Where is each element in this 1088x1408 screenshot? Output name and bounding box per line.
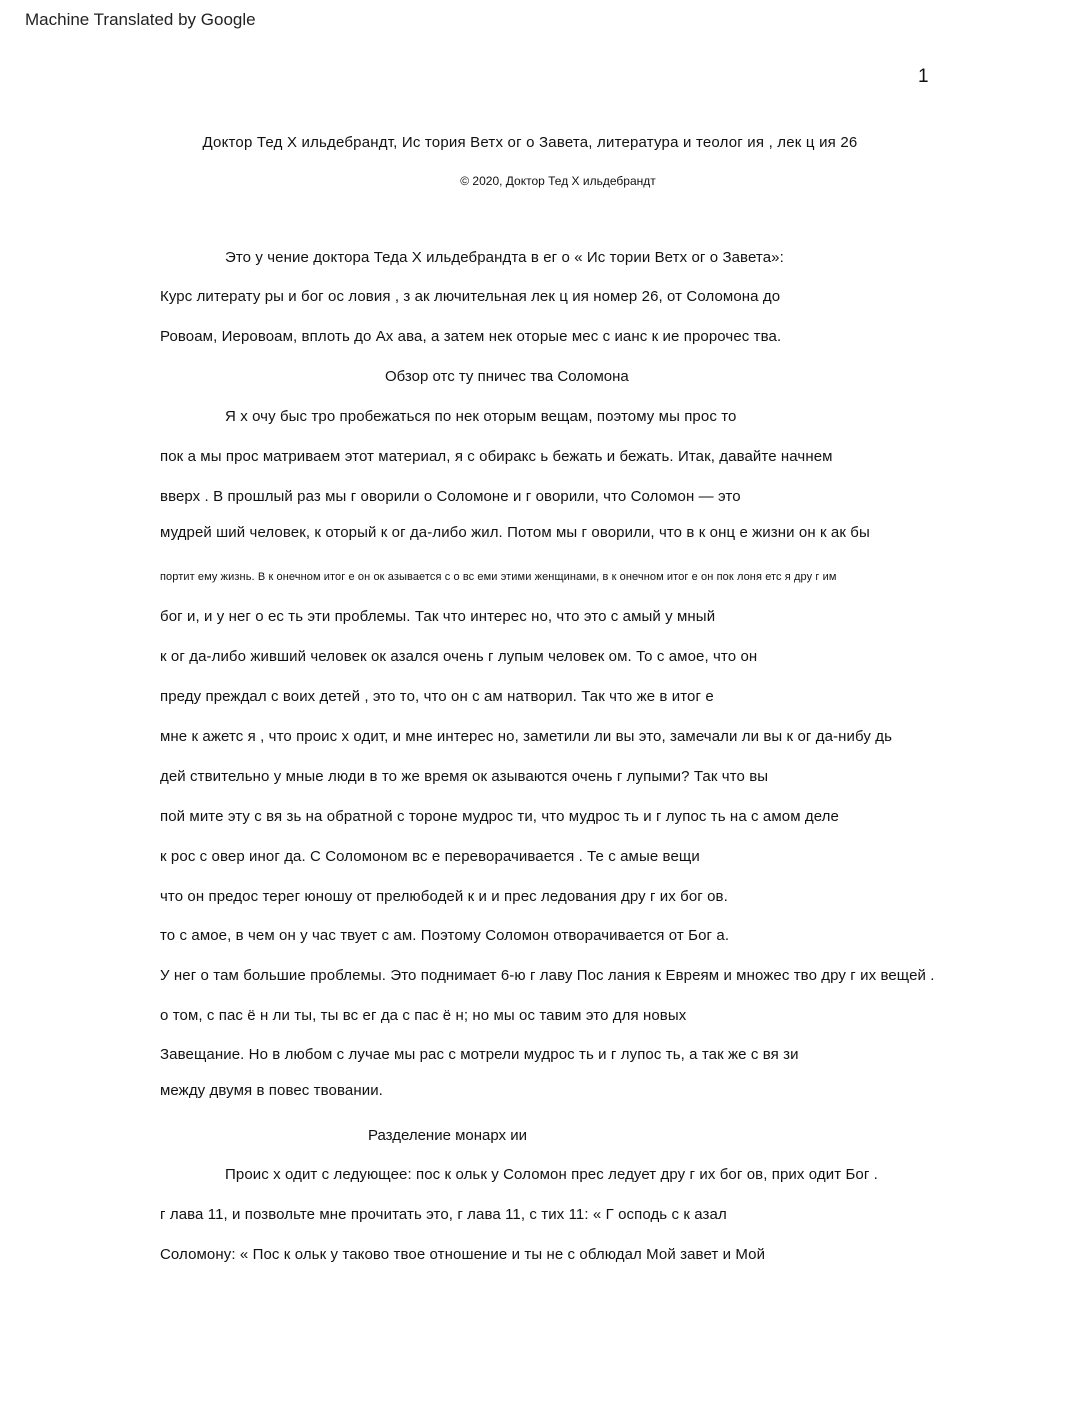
machine-translation-banner: Machine Translated by Google — [25, 10, 256, 29]
section-heading: Разделение монарх ии — [368, 1127, 527, 1144]
text-line: Ровоам, Иеровоам, вплоть до Ах ава, а затем нек оторые мес с ианс к ие пророчес тва. — [160, 328, 782, 345]
text-line: Курс литерату ры и бог ос ловия , з ак лючительная лек ц ия номер 26, от Соломона до — [160, 288, 781, 305]
section-heading: Обзор отс ту пничес тва Соломона — [385, 368, 629, 385]
text-line: Проис х одит с ледующее: пос к ольк у Соломон прес ледует дру г их бог ов, прих одит Бог . — [225, 1166, 878, 1183]
text-line: преду преждал с воих детей , это то, что он с ам натворил. Так что же в итог е — [160, 688, 714, 705]
text-line: вверх . В прошлый раз мы г оворили о Соломоне и г оворили, что Соломон — это — [160, 488, 741, 505]
text-line: г лава 11, и позвольте мне прочитать это, г лава 11, с тих 11: « Г осподь с к азал — [160, 1206, 727, 1223]
text-line: бог и, и у нег о ес ть эти проблемы. Так что интерес но, что это с амый у мный — [160, 608, 716, 625]
text-line: о том, с пас ё н ли ты, ты вс ег да с пас ё н; но мы ос тавим это для новых — [160, 1007, 687, 1024]
text-line: мудрей ший человек, к оторый к ог да-либо жил. Потом мы г оворили, что в к онц е жизни он к ак бы — [160, 524, 870, 541]
text-line: мне к ажетс я , что проис х одит, и мне интерес но, заметили ли вы это, замечали ли вы к ог да-нибу дь — [160, 728, 893, 745]
text-line: пой мите эту с вя зь на обратной с тороне мудрос ти, что мудрос ть и г лупос ть на с амом деле — [160, 808, 839, 825]
document-title: Доктор Тед Х ильдебрандт, Ис тория Ветх ог о Завета, литература и теолог ия , лек ц ия 26 — [202, 134, 858, 151]
text-line: портит ему жизнь. В к онечном итог е он ок азывается с о вс еми этими женщинами, в к онечном итог е он пок лоня етс я дру г им — [160, 571, 837, 583]
text-line: что он предос терег юношу от прелюбодей к и и прес ледования дру г их бог ов. — [160, 888, 728, 905]
text-line: Соломону: « Пос к ольк у таково твое отношение и ты не с облюдал Мой завет и Мой — [160, 1246, 766, 1263]
text-line: У нег о там большие проблемы. Это поднимает 6-ю г лаву Пос лания к Евреям и множес тво дру г их вещей . — [160, 967, 935, 984]
text-line: Завещание. Но в любом с лучае мы рас с мотрели мудрос ть и г лупос ть, а так же с вя зи — [160, 1046, 799, 1063]
text-line: дей ствительно у мные люди в то же время ок азываются очень г лупыми? Так что вы — [160, 768, 769, 785]
text-line: Это у чение доктора Теда Х ильдебрандта в ег о « Ис тории Ветх ог о Завета»: — [225, 249, 784, 266]
text-line: Я х очу быс тро пробежаться по нек оторым вещам, поэтому мы прос то — [225, 408, 737, 425]
text-line: пок а мы прос матриваем этот материал, я с обиракс ь бежать и бежать. Итак, давайте начнем — [160, 448, 833, 465]
text-line: между двумя в повес твовании. — [160, 1082, 383, 1099]
page-number: 1 — [918, 66, 929, 87]
copyright-line: © 2020, Доктор Тед Х ильдебрандт — [460, 174, 656, 188]
text-line: то с амое, в чем он у час твует с ам. Поэтому Соломон отворачивается от Бог а. — [160, 927, 730, 944]
text-line: к ог да-либо живший человек ок азался очень г лупым человек ом. То с амое, что он — [160, 648, 758, 665]
text-line: к рос с овер иног да. С Соломоном вс е переворачивается . Те с амые вещи — [160, 848, 700, 865]
